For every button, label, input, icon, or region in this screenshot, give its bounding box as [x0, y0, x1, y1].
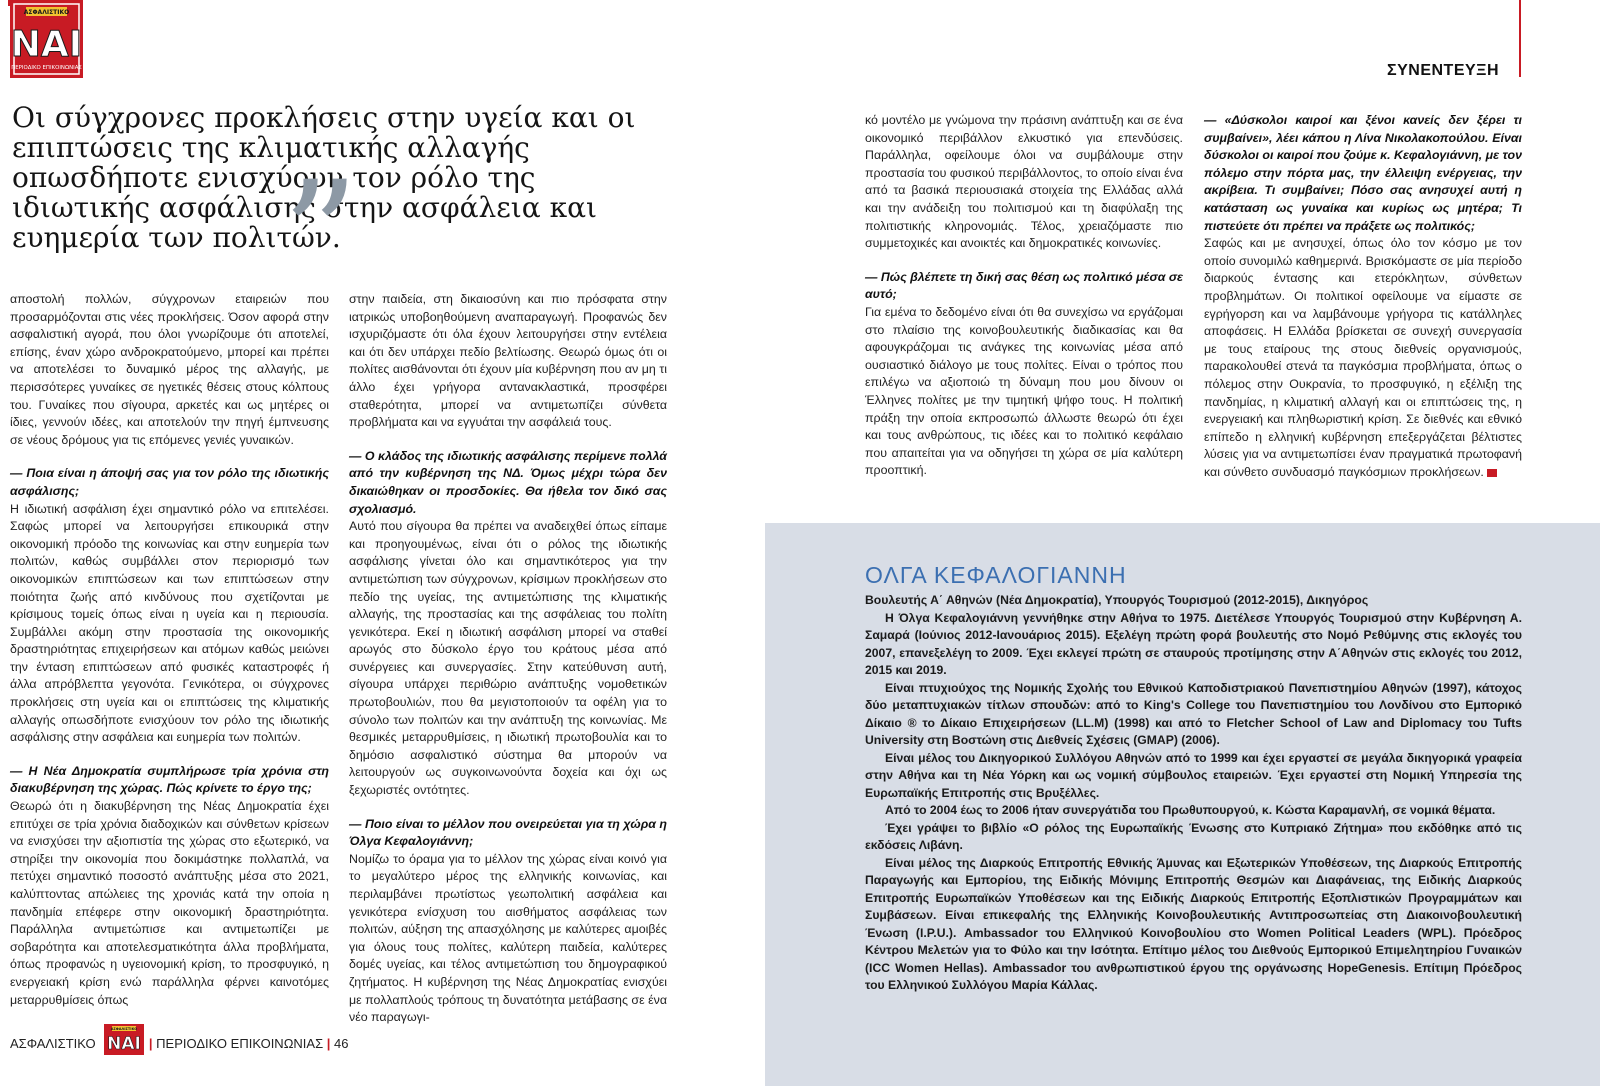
interview-answer: στην παιδεία, στη δικαιοσύνη και πιο πρόσφατα στην ιατρικώς υποβοηθούμενη αναπαραγωγή. Προφανώς δεν ισχυριζόμαστε ότι όλα έχουν λειτουργήσει στην εντέλεια και ότι δεν υπάρχει πεδίο βελτίωσης. Θεωρώ όμως ότι οι πολίτες αισθάνονται ότι έχουν μία κυβέρνηση που αν μη τι άλλο έχει γρήγορα αντανακλαστικά, προσφέρει σταθερότητα, μπορεί να αντιμετωπίζει σύνθετα προβλήματα και να εγγυάται την ασφάλειά τους.: [349, 292, 667, 430]
bio-name: ΟΛΓΑ ΚΕΦΑΛΟΓΙΑΝΝΗ: [865, 562, 1127, 588]
bio-subtitle: Βουλευτής Α΄ Αθηνών (Νέα Δημοκρατία), Υπουργός Τουρισμού (2012-2015), Δικηγόρος: [865, 593, 1369, 607]
interview-answer: Αυτό που σίγουρα θα πρέπει να αναδειχθεί όπως είπαμε και προηγουμένως, είναι ότι ο ρόλος της ιδιωτικής ασφάλισης γίνεται όλο και σημαντικότερος για την αντιμετώπιση των σύγχρονων, κρίσιμων προκλήσεων στο πεδίο της υγείας, της αντιμετώπισης της κλιματικής αλλαγής, της προστασίας και της ασφάλειας του πολίτη γενικότερα. Εκεί η ιδιωτική ασφάλιση μπορεί να σταθεί αρωγός στο δύσκολο έργο του κράτους μέσα από συνέργειες και συνεργασίες. Στην κατεύθυνση αυτή, σίγουρα υπάρχει περιθώριο ανάπτυξης νομοθετικών πρωτοβουλιών, που θα μεγιστοποιούν τα οφέλη για το σύνολο των πολιτών και την ανάπτυξη της κοινωνίας. Με θεσμικές μεταρρυθμίσεις, η ιδιωτική πρωτοβουλία και το δημόσιο ασφαλιστικό σύστημα θα μπορούν να λειτουργούν ως συγκοινωνούντα δοχεία και όχι ως ξεχωριστές οντότητες.: [349, 519, 667, 798]
interview-question: — Η Νέα Δημοκρατία συμπλήρωσε τρία χρόνια στη διακυβέρνηση της χώρας. Πώς κρίνετε το έργο της;: [10, 763, 329, 796]
paragraph-gap: [349, 800, 667, 816]
interview-question: — Ποιο είναι το μέλλον που ονειρεύεται για τη χώρα η Όλγα Κεφαλογιάννη;: [349, 816, 667, 849]
magazine-logo: [10, 0, 83, 78]
logo-top-text: ΑΣΦΑΛΙΣΤΙΚΟ: [23, 9, 70, 16]
bio-text: [865, 592, 1522, 995]
interview-answer: Σαφώς και με ανησυχεί, όπως όλο τον κόσμο με τον οποίο συνομιλώ καθημερινά. Βρισκόμαστε σε μία περίοδο διαρκούς έντασης και ετερόκλητων, σύνθετων προβλημάτων. Οι πολιτικοί οφείλουμε να είμαστε σε εγρήγορση και να λαμβάνουμε γρήγορα τις κατάλληλες αποφάσεις. Η Ελλάδα βρίσκεται σε συνεχή συνεργασία με τους εταίρους της στους διεθνείς οργανισμούς, παρακολουθεί στενά τα παγκόσμια προβλήματα, όπως ο πόλεμος στην Ουκρανία, το προσφυγικό, η εξέλιξη της πανδημίας, η κλιματική αλλαγή και οι επιπτώσεις της, η ενεργειακή και πληθωριστική κρίση. Σε διεθνές και εθνικό επίπεδο η ελληνική κυβέρνηση επεξεργάζεται βέλτιστες λύσεις για να αντιμετωπίσει έναν πραγματικά πρωτοφανή και σύνθετο συνδυασμό παγκόσμιων προκλήσεων.: [1204, 236, 1522, 479]
interview-answer: Για εμένα το δεδομένο είναι ότι θα συνεχίσω να εργάζομαι στο πλαίσιο της κοινοβουλευτικής διαδικασίας και θα αφουγκράζομαι τις ανάγκες της κοινωνίας μέσα από ουσιαστικό διάλογο με τους πολίτες. Είναι ο τρόπος που επιλέγω να αξιοποιώ τη δύναμη που μου δίνουν οι Έλληνες πολίτες με την τιμητική ψήφο τους. Η πολιτική πράξη την οποία εκπροσωπώ άλλωστε θεωρώ ότι έχει και τους ανθρώπους, τις ιδέες και το πολιτικό κεφάλαιο που απαιτείται για να οδηγήσει τη χώρα σε μία καλύτερη προοπτική.: [865, 304, 1183, 478]
section-label: ΣΥΝΕΝΤΕΥΞΗ: [1387, 62, 1500, 79]
top-accent-line-right: [1519, 0, 1521, 77]
interview-answer: Η ιδιωτική ασφάλιση έχει σημαντικό ρόλο να επιτελέσει. Σαφώς μπορεί να λειτουργήσει επικουρικά στην οικονομική πρόοδο της κοινωνίας και στην ευημερία των πολιτών, καθώς συμβάλλει στον περιορισμό των οικονομικών επιπτώσεων και των επιπτώσεων στην ποιότητα ζωής από κινδύνους που σχετίζονται με κρίσιμους τομείς όπως είναι η υγεία και η περιουσία. Συμβάλλει ακόμη στην προστασία της οικονομικής δραστηριότητας επιχειρήσεων και ατόμων καθώς μειώνει την ένταση επιπτώσεων από φυσικές καταστροφές ή άλλα απρόβλεπτα γεγονότα. Γενικότερα, οι σύγχρονες προκλήσεις στη υγεία και οι επιπτώσεις της κλιματικής αλλαγής οπωσδήποτε ενισχύουν τον ρόλο της ιδιωτικής ασφάλισης στην ασφάλεια και ευημερία των πολιτών.: [10, 501, 329, 745]
bio-paragraph: Είναι μέλος της Διαρκούς Επιτροπής Εθνικής Άμυνας και Εξωτερικών Υποθέσεων, της Διαρκούς Επιτροπής Παραγωγής και Εμπορίου, της Ειδικής Μόνιμης Επιτροπής Θεσμών και Διαφάνειας, της Ειδικής Διαρκούς Επιτροπής Ευρωπαϊκών Υποθέσεων και της Ειδικής Διαρκούς Επιτροπής Εξοπλιστικών Προγραμμάτων και Συμβάσεων. Είναι επικεφαλής της Ελληνικής Κοινοβουλευτικής Αντιπροσωπείας στη Διακοινοβουλευτική Ένωση (I.P.U.). Ambassador του Ελληνικού Κοινοβουλίου στο Women Political Leaders (WPL). Πρόεδρος Κέντρου Μελετών για το Φύλο και την Ισότητα. Επίτιμο μέλος του Διεθνούς Εμπορικού Επιμελητηρίου Γυναικών (ICC Women Hellas). Ambassador του ανθρωπιστικού έργου της οργάνωσης HopeGenesis. Επίτιμη Πρόεδρος του Ελληνικού Συλλόγου Μαρία Κάλλας.: [865, 855, 1522, 992]
footer-separator-2: |: [326, 1036, 331, 1051]
footer-logo-top-text: ΑΣΦΑΛΙΣΤΙΚΟ: [110, 1027, 138, 1031]
bio-paragraph: Είναι πτυχιούχος της Νομικής Σχολής του Εθνικού Καποδιστριακού Πανεπιστημίου Αθηνών (1997), κάτοχος δύο μεταπτυχιακών τίτλων σπουδών: από το King's College του Πανεπιστημίου του Λονδίνου στο Εμπορικό Δίκαιο ® το Δίκαιο Επιχειρήσεων (LL.M) (1998) και από το Fletcher School of Law and Diplomacy του Tufts University στη Βοστώνη στις Διεθνείς Σχέσεις (GMAP) (2006).: [865, 680, 1522, 747]
interview-answer: αποστολή πολλών, σύγχρονων εταιρειών που προσαρμόζονται στις νέες προκλήσεις. Όσον αφορά στην ασφαλιστική αγορά, που όλοι γνωρίζουμε ότι αποτελεί, επίσης, έναν χώρο ανδροκρατούμενο, μπορεί και πρέπει να αποτελέσει το δυναμικό μέρος της αλλαγής, με περισσότερες γυναίκες σε ηγετικές θέσεις στους κόλπους του. Γυναίκες που σίγουρα, αρκετές και ως μητέρες οι ίδιες, γεννούν ιδέες, και αποτελούν την πηγή έμπνευσης σε νέους δρόμους για τις επόμενες γενιές γυναικών.: [10, 292, 329, 447]
footer-logo-main-text: ΝΑΙ: [107, 1034, 141, 1054]
interview-question: — Ο κλάδος της ιδιωτικής ασφάλισης περίμενε πολλά από την κυβέρνηση της ΝΔ. Όμως μέχρι τώρα δεν δικαιώθηκαν οι προσδοκίες. Θα ήθελα τον δικό σας σχολιασμό.: [349, 448, 667, 516]
end-mark-icon: [1487, 469, 1497, 477]
paragraph-gap: [10, 449, 329, 465]
article-column-1: [10, 291, 329, 1009]
bio-paragraph: Από το 2004 έως το 2006 ήταν συνεργάτιδα του Πρωθυπουργού, κ. Κώστα Καραμανλή, σε νομικά θέματα.: [885, 803, 1496, 817]
article-column-3: [865, 112, 1183, 480]
paragraph-gap: [10, 747, 329, 763]
pull-quote: Οι σύγχρονες προκλήσεις στην υγεία και οι επιπτώσεις της κλιματικής αλλαγής οπωσδήποτε ενισχύουν τον ρόλο της ιδιωτικής ασφάλισης στην ασφάλεια και ευημερία των πολιτών.: [12, 101, 636, 254]
interview-answer: Νομίζω το όραμα για το μέλλον της χώρας είναι κοινό για το μεγαλύτερο μέρος της ελληνικής κοινωνίας, και περιλαμβάνει πρωτίστως γεωπολιτική ασφάλεια και γενικότερα ενίσχυση του αισθήματος ασφάλειας των πολιτών, αύξηση της απασχόλησης με καλύτερες αμοιβές για όλους τους πολίτες, καλύτερη παιδεία, καλύτερες δομές υγείας, και τέλος αντιμετώπιση του δημογραφικού ζητήματος. Η κυβέρνηση της Νέας Δημοκρατίας ενισχύει με πολλαπλούς τρόπους τη δυνατότητα μετάβασης σε ένα νέο παραγωγι-: [349, 851, 667, 1025]
interview-question: — Ποια είναι η άποψή σας για τον ρόλο της ιδιωτικής ασφάλισης;: [10, 466, 329, 498]
interview-question: — Πώς βλέπετε τη δική σας θέση ως πολιτικό μέσα σε αυτό;: [865, 269, 1183, 302]
interview-answer: Θεωρώ ότι η διακυβέρνηση της Νέας Δημοκρατία έχει επιτύχει σε τρία χρόνια διαδοχικών και σύνθετων κρίσεων να ενισχύσει την αξιοπιστία της χώρας στο εξωτερικό, να στηρίξει την οικονομία που δοκιμάστηκε πολλαπλά, να πετύχει σημαντικό ποσοστό ανάπτυξης μέσα στο 2021, καλύπτοντας απώλειες της χρονιάς κατά την οποία η πανδημία επέφερε στην οικονομική δραστηριότητα. Παράλληλα αντιμετώπισε και αντιμετωπίζει με σοβαρότητα και αποτελεσματικότητα άλλα προβλήματα, όπως προφανώς η υγειονομική κρίση, το προσφυγικό, η ενεργειακή κρίση ενώ παράλληλα φέρνει καινοτόμες μεταρρυθμίσεις όπως: [10, 799, 329, 1007]
footer-separator: |: [148, 1036, 153, 1051]
logo-main-text: ΝΑΙ: [10, 24, 83, 65]
interview-question: — «Δύσκολοι καιροί και ξένοι κανείς δεν ξέρει τι συμβαίνει», λέει κάπου η Λίνα Νικολακοπούλου. Είναι δύσκολοι οι καιροί που ζούμε κ. Κεφαλογιάννη, με τον πόλεμο στην πόρτα μας, την έλλειψη ενέργειας, την ακρίβεια. Τι συμβαίνει; Πόσο σας ανησυχεί αυτή η κατάσταση ως γυναίκα και κυρίως ως μητέρα; Τι πιστεύετε ότι πρέπει να πράξετε ως πολιτικός;: [1204, 113, 1522, 233]
bio-paragraph: Είναι μέλος του Δικηγορικού Συλλόγου Αθηνών από το 1999 και έχει εργαστεί σε μεγάλα δικηγορικά γραφεία στην Αθήνα και τη Νέα Υόρκη και ως νομική σύμβουλος εταιρειών. Έχει εργαστεί στη Νομική Υπηρεσία της Ευρωπαϊκής Επιτροπής στις Βρυξέλλες.: [865, 750, 1522, 800]
footer-logo: [104, 1024, 144, 1055]
footer: [10, 1036, 348, 1051]
interview-answer: κό μοντέλο με γνώμονα την πράσινη ανάπτυξη και σε ένα οικονομικό περιβάλλον ελκυστικό για επενδύσεις. Παράλληλα, οφείλουμε όλοι να συμβάλουμε στην προστασία του φυσικού περιβάλλοντος, το οποίο είναι ένα από τα βασικά περιουσιακά στοιχεία της Ελλάδας αλλά και την ανάδειξη του πολιτισμού και τη διαφύλαξη της πολιτιστικής κληρονομιάς. Τέλος, χρειαζόμαστε πιο συμμετοχικές και ανοικτές και δημοκρατικές κοινωνίες.: [865, 113, 1183, 251]
bio-paragraph: Η Όλγα Κεφαλογιάννη γεννήθηκε στην Αθήνα το 1975. Διετέλεσε Υπουργός Τουρισμού στην Κυβέρνηση Α. Σαμαρά (Ιούνιος 2012-Ιανουάριος 2015). Εξελέγη πρώτη φορά βουλευτής στο Νομό Ρεθύμνης στις εκλογές του 2007, επανεξελέγη το 2009. Έχει εκλεγεί πρώτη σε σταυρούς προτίμησης στην Α΄Αθηνών στις εκλογές του 2012, 2015 και 2019.: [865, 610, 1522, 677]
article-column-2: [349, 291, 667, 1027]
footer-magazine: ΠΕΡΙΟΔΙΚΟ ΕΠΙΚΟΙΝΩΝΙΑΣ: [156, 1036, 324, 1051]
footer-publication: ΑΣΦΑΛΙΣΤΙΚΟ: [10, 1036, 96, 1051]
bio-paragraph: Έχει γράψει το βιβλίο «Ο ρόλος της Ευρωπαϊκής Ένωσης στο Κυπριακό Ζήτημα» που εκδόθηκε από τις εκδόσεις Λιβάνη.: [865, 820, 1522, 852]
quote-mark-icon: ”: [282, 150, 359, 324]
paragraph-gap: [349, 432, 667, 448]
page-number: 46: [334, 1036, 349, 1051]
logo-bottom-text: ΠΕΡΙΟΔΙΚΟ ΕΠΙΚΟΙΝΩΝΙΑΣ: [11, 65, 82, 71]
article-column-4: [1204, 112, 1522, 481]
paragraph-gap: [865, 253, 1183, 269]
